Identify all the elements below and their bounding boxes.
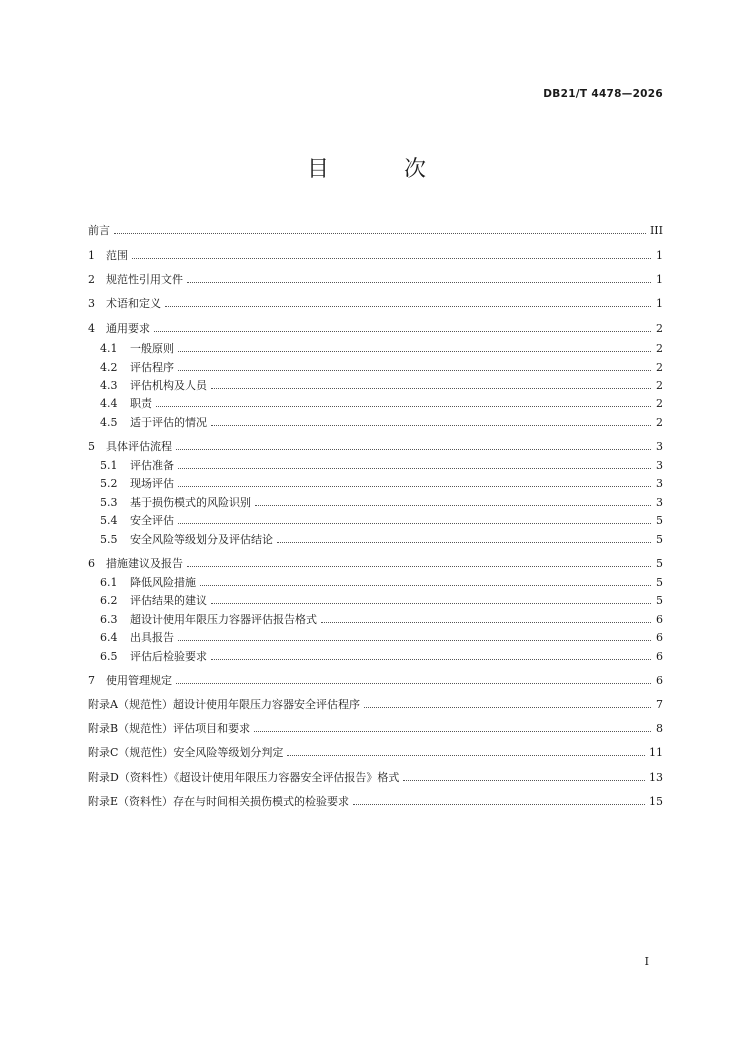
toc-entry[interactable] xyxy=(88,271,663,287)
toc-entry-label xyxy=(88,648,207,664)
toc-entry-page: 1 xyxy=(656,248,663,262)
toc-entry[interactable] xyxy=(88,438,663,454)
dot-leader xyxy=(156,405,651,407)
toc-entry-page: 15 xyxy=(649,794,663,808)
toc-entry-number: 1 xyxy=(88,249,95,262)
toc-entry-label xyxy=(88,271,183,287)
toc-entry-number: 4.5 xyxy=(100,416,118,429)
toc-entry[interactable] xyxy=(88,395,663,411)
toc-entry-number: 4.1 xyxy=(100,342,118,355)
toc-entry-title: 安全风险等级划分及评估结论 xyxy=(130,533,273,546)
toc-entry-page: III xyxy=(649,223,663,237)
toc-entry-title: 规范性引用文件 xyxy=(106,273,183,286)
toc-entry-title: 措施建议及报告 xyxy=(106,557,183,570)
dot-leader xyxy=(187,281,651,283)
dot-leader xyxy=(255,504,651,506)
toc-entry-page: 5 xyxy=(656,513,663,527)
toc-entry-page: 3 xyxy=(656,495,663,509)
dot-leader xyxy=(364,706,651,708)
toc-entry-page: 7 xyxy=(656,697,663,711)
toc-entry-page: 2 xyxy=(656,396,663,410)
page-number: I xyxy=(644,955,649,968)
dot-leader xyxy=(211,658,651,660)
toc-entry[interactable] xyxy=(88,672,663,688)
toc-entry-page: 13 xyxy=(649,770,663,784)
toc-entry-label xyxy=(88,359,174,375)
toc-entry-number: 6 xyxy=(88,557,95,570)
toc-entry-title: 基于损伤模式的风险识别 xyxy=(130,496,251,509)
toc-entry-number: 5.5 xyxy=(100,533,118,546)
toc-entry[interactable] xyxy=(88,696,663,712)
toc-entry[interactable] xyxy=(88,475,663,491)
dot-leader xyxy=(178,350,651,352)
toc-entry[interactable] xyxy=(88,512,663,528)
toc-entry-title: 现场评估 xyxy=(130,477,174,490)
toc-entry-label xyxy=(88,320,150,336)
toc-entry-page: 1 xyxy=(656,272,663,286)
dot-leader xyxy=(403,779,645,781)
toc-entry-page: 5 xyxy=(656,556,663,570)
toc-entry-page: 2 xyxy=(656,378,663,392)
toc-entry-label xyxy=(88,629,174,645)
dot-leader xyxy=(321,621,651,623)
toc-entry-page: 6 xyxy=(656,649,663,663)
toc-entry-label xyxy=(88,494,251,510)
toc-entry-label xyxy=(88,574,196,590)
toc-entry-page: 11 xyxy=(649,745,663,759)
toc-entry-title: 范围 xyxy=(106,249,128,262)
toc-entry-page: 6 xyxy=(656,673,663,687)
toc-entry-number: 5.2 xyxy=(100,477,118,490)
toc-entry-title: 附录D（资料性）《超设计使用年限压力容器安全评估报告》格式 xyxy=(88,771,400,784)
toc-entry-number: 6.1 xyxy=(100,576,118,589)
toc-entry[interactable] xyxy=(88,377,663,393)
toc-entry[interactable] xyxy=(88,720,663,736)
toc-entry-number: 6.5 xyxy=(100,650,118,663)
dot-leader xyxy=(211,602,651,604)
toc-entry-title: 使用管理规定 xyxy=(106,674,172,687)
dot-leader xyxy=(178,467,651,469)
toc-entry-title: 一般原则 xyxy=(130,342,174,355)
toc-entry-number: 4.2 xyxy=(100,361,118,374)
toc-entry-number: 4.4 xyxy=(100,397,118,410)
toc-entry-title: 附录B（规范性）评估项目和要求 xyxy=(88,722,251,735)
toc-entry-title: 前言 xyxy=(88,224,110,237)
toc-entry-title: 通用要求 xyxy=(106,322,150,335)
toc-entry-title: 出具报告 xyxy=(130,631,174,644)
toc-entry-number: 6.3 xyxy=(100,613,118,626)
toc-entry-number: 5.1 xyxy=(100,459,118,472)
toc-entry-label xyxy=(88,672,172,688)
dot-leader xyxy=(187,565,651,567)
toc-entry-number: 6.2 xyxy=(100,594,118,607)
toc-entry[interactable] xyxy=(88,222,663,238)
toc-entry-label xyxy=(88,475,174,491)
toc-entry-label xyxy=(88,769,399,785)
toc-entry-label xyxy=(88,295,161,311)
dot-leader xyxy=(178,485,651,487)
toc-entry[interactable] xyxy=(88,793,663,809)
dot-leader xyxy=(178,369,651,371)
toc-entry-page: 3 xyxy=(656,439,663,453)
toc-entry-title: 安全评估 xyxy=(130,514,174,527)
toc-entry-number: 6.4 xyxy=(100,631,118,644)
dot-leader xyxy=(178,639,651,641)
toc-entry-number: 5.4 xyxy=(100,514,118,527)
dot-leader xyxy=(254,730,651,732)
toc-entry-title: 具体评估流程 xyxy=(106,440,172,453)
toc-entry-title: 评估后检验要求 xyxy=(130,650,207,663)
toc-entry-title: 评估结果的建议 xyxy=(130,594,207,607)
toc-entry-label xyxy=(88,438,172,454)
toc-entry-page: 2 xyxy=(656,360,663,374)
toc-entry-page: 5 xyxy=(656,532,663,546)
toc-entry-number: 2 xyxy=(88,273,95,286)
toc-entry[interactable] xyxy=(88,414,663,430)
dot-leader xyxy=(353,803,645,805)
toc-entry-page: 1 xyxy=(656,296,663,310)
toc-entry[interactable] xyxy=(88,744,663,760)
toc-entry-number: 5.3 xyxy=(100,496,118,509)
dot-leader xyxy=(287,754,645,756)
toc-entry-number: 4.3 xyxy=(100,379,118,392)
toc-entry[interactable] xyxy=(88,769,663,785)
toc-entry-title: 附录E（资料性）存在与时间相关损伤模式的检验要求 xyxy=(88,795,350,808)
toc-entry-page: 3 xyxy=(656,476,663,490)
standard-code: DB21/T 4478—2026 xyxy=(543,88,663,100)
toc-entry-label xyxy=(88,340,174,356)
toc-entry-page: 2 xyxy=(656,321,663,335)
toc-entry-label xyxy=(88,592,207,608)
toc-entry-page: 6 xyxy=(656,630,663,644)
toc-entry-label xyxy=(88,222,110,238)
dot-leader xyxy=(132,257,651,259)
toc-entry-label xyxy=(88,414,207,430)
toc-entry-page: 5 xyxy=(656,575,663,589)
dot-leader xyxy=(211,424,651,426)
toc-entry[interactable] xyxy=(88,340,663,356)
toc-entry-title: 适于评估的情况 xyxy=(130,416,207,429)
toc-entry[interactable] xyxy=(88,457,663,473)
toc-entry-title: 职责 xyxy=(130,397,152,410)
toc-entry-title: 附录C（规范性）安全风险等级划分判定 xyxy=(88,746,284,759)
toc-entry-number: 7 xyxy=(88,674,95,687)
toc-entry-title: 评估机构及人员 xyxy=(130,379,207,392)
dot-leader xyxy=(154,330,651,332)
toc-entry-label xyxy=(88,555,183,571)
toc-entry-title: 超设计使用年限压力容器评估报告格式 xyxy=(130,613,317,626)
toc-entry-label xyxy=(88,395,152,411)
page-title: 目 次 xyxy=(307,157,460,182)
toc-entry[interactable] xyxy=(88,531,663,547)
toc-entry[interactable] xyxy=(88,494,663,510)
toc-entry-label xyxy=(88,611,317,627)
toc-entry-page: 5 xyxy=(656,593,663,607)
toc-entry-page: 2 xyxy=(656,415,663,429)
dot-leader xyxy=(200,584,651,586)
toc-entry-title: 附录A（规范性）超设计使用年限压力容器安全评估程序 xyxy=(88,698,360,711)
toc-entry[interactable] xyxy=(88,359,663,375)
toc-entry[interactable] xyxy=(88,295,663,311)
toc-entry-title: 评估准备 xyxy=(130,459,174,472)
toc-entry-page: 3 xyxy=(656,458,663,472)
dot-leader xyxy=(211,387,651,389)
toc-entry-page: 2 xyxy=(656,341,663,355)
toc-entry[interactable] xyxy=(88,611,663,627)
toc-entry[interactable] xyxy=(88,648,663,664)
dot-leader xyxy=(176,682,651,684)
toc-entry-page: 6 xyxy=(656,612,663,626)
toc-entry-number: 4 xyxy=(88,322,95,335)
toc-entry-label xyxy=(88,720,250,736)
toc-entry-number: 5 xyxy=(88,440,95,453)
dot-leader xyxy=(165,305,651,307)
toc-entry-title: 术语和定义 xyxy=(106,297,161,310)
toc-entry-title: 评估程序 xyxy=(130,361,174,374)
dot-leader xyxy=(178,522,651,524)
toc-entry-number: 3 xyxy=(88,297,95,310)
dot-leader xyxy=(176,448,651,450)
toc-entry-label xyxy=(88,793,349,809)
dot-leader xyxy=(114,232,646,234)
toc-entry-label xyxy=(88,247,128,263)
toc-entry[interactable] xyxy=(88,555,663,571)
toc-entry-label xyxy=(88,744,283,760)
toc-entry-label xyxy=(88,457,174,473)
toc-entry-label xyxy=(88,531,273,547)
toc-entry[interactable] xyxy=(88,247,663,263)
toc-entry-label xyxy=(88,696,360,712)
toc-entry-label xyxy=(88,377,207,393)
toc-entry-label xyxy=(88,512,174,528)
dot-leader xyxy=(277,541,651,543)
toc-entry[interactable] xyxy=(88,592,663,608)
toc-entry-title: 降低风险措施 xyxy=(130,576,196,589)
toc-entry[interactable] xyxy=(88,320,663,336)
toc-entry[interactable] xyxy=(88,629,663,645)
toc-entry[interactable] xyxy=(88,574,663,590)
toc-entry-page: 8 xyxy=(656,721,663,735)
